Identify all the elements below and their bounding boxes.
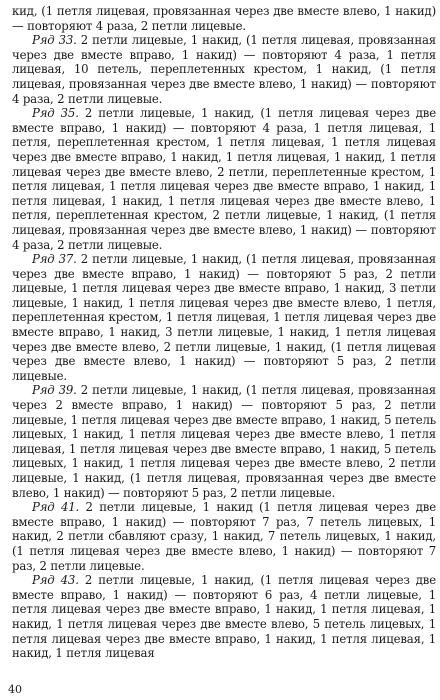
paragraph-text: кид, (1 петля лицевая, провязанная через две вместе влево, 1 накид) — повторяют 4 раза, 2 петли лицевые. (12, 4, 436, 33)
paragraph-row-37 (12, 252, 436, 383)
paragraph-text: 2 петли лицевые, 1 накид, (1 петля лицевая через две вместе вправо, 1 накид) — повторяют 4 раза, 1 петля лицевая, 1 петля, переплетенная крестом, 1 петля лицевая, 1 петля лицевая через две вместе вправо, 1 накид, 1 петля лицевая, 1 накид, 1 петля лицевая через две вместе влево, 2 петли, переплетенные крестом, 1 петля лицевая, 1 петля лицевая через две вместе вправо, 1 накид, 1 петля лицевая, 1 накид, 1 петля лицевая через две вместе влево, 1 петля, переплетенная крестом, 2 петли лицевые, 1 накид, (1 петля лицевая, провязанная через две вместе влево, 1 накид) — повторяют 4 раза, 2 петли лицевые. (12, 106, 436, 252)
paragraph-row-33 (12, 33, 436, 106)
paragraph-continuation (12, 4, 436, 33)
row-label: Ряд 35. (32, 106, 79, 121)
paragraph-row-35 (12, 106, 436, 252)
paragraph-row-41 (12, 500, 436, 573)
page-number: 40 (8, 683, 22, 696)
row-label: Ряд 37. (32, 252, 77, 267)
row-label: Ряд 43. (32, 573, 79, 588)
row-label: Ряд 39. (32, 383, 77, 398)
book-page (12, 4, 436, 696)
paragraph-text: 2 петли лицевые, 1 накид, (1 петля лицевая через две вместе вправо, 1 накид) — повторяют 6 раз, 4 петли лицевые, 1 петля лицевая через две вместе вправо, 1 накид, 1 петля лицевая, 1 накид, 1 петля лицевая через две вместе влево, 5 петель лицевых, 1 петля лицевая через две вместе вправо, 1 накид, 1 петля лицевая, 1 накид, 1 петля лицевая (12, 573, 436, 661)
paragraph-row-43 (12, 573, 436, 661)
paragraph-text: 2 петли лицевые, 1 накид, (1 петля лицевая, провязанная через 2 вместе вправо, 1 накид) — повторяют 5 раз, 2 петли лицевые, 1 петля лицевая через две вместе вправо, 1 накид, 5 петель лицевых, 1 накид, 1 петля лицевая через две вместе влево, 1 петля лицевая, 1 петля лицевая через две вместе вправо, 1 накид, 5 петель лицевых, 1 накид, 1 петля лицевая через две вместе влево, 2 петли лицевые, 1 накид, (1 петля лицевая, провязанная через две вместе влево, 1 накид) — повторяют 5 раз, 2 петли лицевые. (12, 383, 437, 500)
paragraph-text: 2 петли лицевые, 1 накид, (1 петля лицевая, провязанная через две вместе вправо, 1 накид) — повторяют 4 раза, 1 петля лицевая, 10 петель, переплетенных крестом, 1 накид, (1 петля лицевая, провязанная через две вместе влево, 1 накид) — повторяют 4 раза, 2 петли лицевые. (12, 33, 437, 106)
paragraph-row-39 (12, 383, 436, 500)
paragraph-text: 2 петли лицевые, 1 накид, (1 петля лицевая, провязанная через две вместе вправо, 1 накид) — повторяют 5 раз, 2 петли лицевые, 1 петля лицевая через две вместе вправо, 1 накид, 3 петли лицевые, 1 накид, 1 петля лицевая через две вместе влево, 1 петля, переплетенная крестом, 1 петля лицевая, 1 петля лицевая через две вместе вправо, 1 накид, 3 петли лицевые, 1 накид, 1 петля лицевая через две вместе влево, 2 петли лицевые, 1 накид, (1 петля лицевая через две вместе влево, 1 накид) — повторяют 5 раз, 2 петли лицевые. (12, 252, 437, 383)
row-label: Ряд 33. (32, 33, 77, 48)
paragraph-text: 2 петли лицевые, 1 накид (1 петля лицевая через две вместе вправо, 1 накид) — повторяют 7 раз, 7 петель лицевых, 1 накид, 2 петли сбавляют сразу, 1 накид, 7 петель лицевых, 1 накид, (1 петля лицевая через две вместе влево, 1 накид) — повторяют 7 раз, 2 петли лицевые. (12, 500, 436, 573)
row-label: Ряд 41. (32, 500, 80, 515)
